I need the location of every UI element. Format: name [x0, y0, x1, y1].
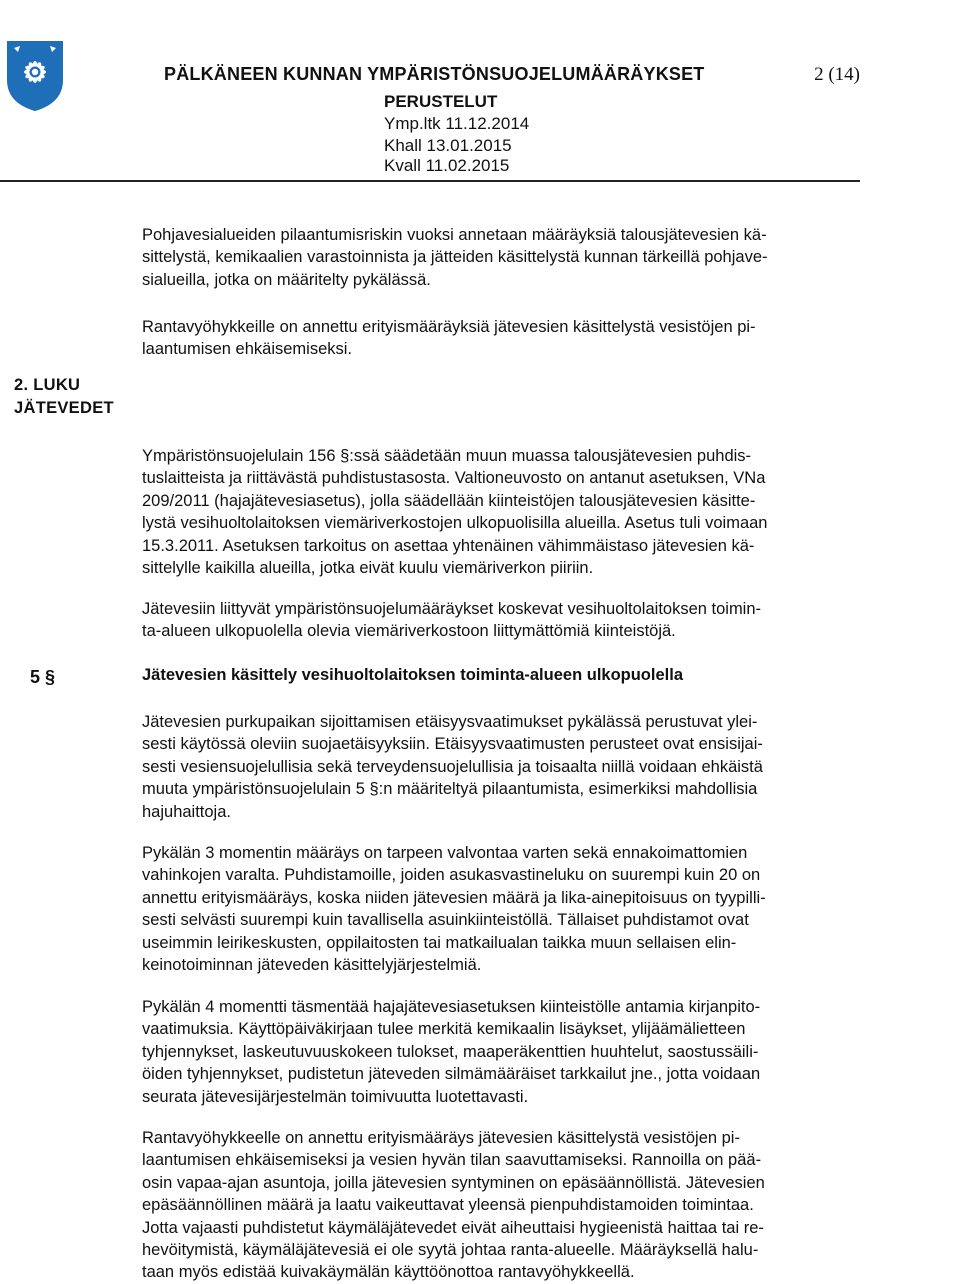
text-line: sittelystä, kemikaalien varastoinnista ja jätteiden käsittelystä kunnan tärkeillä pohjave-: [142, 248, 768, 267]
text-line: hevöitymistä, käymäläjätevesiä ei ole syytä johtaa ranta-alueelle. Määräyksellä halu-: [142, 1241, 759, 1260]
approval-date-1: Ymp.ltk 11.12.2014: [384, 114, 530, 133]
text-line: sesti käytössä oleviin suojaetäisyyksiin. Etäisyysvaatimusten perusteet ovat ensisijai-: [142, 735, 763, 754]
text-line: sittelylle kaikilla alueilla, jotka eivät kuulu viemäriverkon piiriin.: [142, 559, 594, 578]
text-line: taan myös edistää kuivakäymälän käyttöönottoa rantavyöhykkeellä.: [142, 1263, 635, 1282]
text-line: vahinkojen varalta. Puhdistamoille, joiden asukasvastineluku on suurempi kuin 20 on: [142, 866, 761, 885]
text-line: Jätevesiin liittyvät ympäristönsuojelumääräykset koskevat vesihuoltolaitoksen toimin-: [142, 600, 762, 618]
text-line: Pykälän 4 momentti täsmentää hajajätevesiasetuksen kiinteistölle antamia kirjanpito-: [142, 998, 761, 1016]
text-line: 209/2011 (hajajätevesiasetus), jolla säädellään kiinteistöjen talousjätevesien käsitte-: [142, 491, 756, 510]
paragraph-environmental-law: [142, 445, 872, 579]
paragraph-shore-zone-rule: [142, 1127, 872, 1284]
text-line: seurata jätevesijärjestelmän toimivuutta luotettavasti.: [142, 1087, 529, 1106]
text-line: Ympäristönsuojelulain 156 §:ssä säädetään muun muassa talousjätevesien puhdis-: [142, 447, 752, 465]
text-line: Jotta vajaasti puhdistetut käymäläjätevedet eivät aiheuttaisi hygieenistä haittaa tai re-: [142, 1218, 764, 1237]
text-line: sesti selvästi suurempi kuin tavallisella asuinkiinteistöllä. Tällaiset puhdistamot ovat: [142, 911, 749, 930]
text-line: Rantavyöhykkeille on annettu erityismääräyksiä jätevesien käsittelystä vesistöjen pi-: [142, 318, 756, 336]
approval-date-2: Khall 13.01.2015: [384, 136, 512, 155]
document-subtitle: PERUSTELUT: [384, 92, 498, 111]
text-line: ta-alueen ulkopuolella olevia viemäriverkostoon liittymättömiä kiinteistöjä.: [142, 622, 676, 641]
text-line: laantumisen ehkäisemiseksi ja vesien hyvän tilan saavuttamiseksi. Rannoilla on pää-: [142, 1151, 762, 1170]
paragraph-scope: [142, 598, 872, 643]
text-line: öiden tyhjennykset, pudistetun jäteveden silmämääräiset tarkkailut jne., jotta voidaan: [142, 1065, 761, 1084]
chapter-title: JÄTEVEDET: [14, 399, 114, 417]
text-line: osin vapaa-ajan asuntoja, joilla jätevesien syntyminen on epäsäännöllistä. Jätevesien: [142, 1173, 765, 1192]
chapter-number: 2. LUKU: [14, 376, 81, 394]
approval-date-3: Kvall 11.02.2015: [384, 156, 510, 175]
text-line: Pykälän 3 momentin määräys on tarpeen valvontaa varten sekä ennakoimattomien: [142, 844, 748, 862]
text-line: Rantavyöhykkeelle on annettu erityismääräys jätevesien käsittelystä vesistöjen pi-: [142, 1129, 740, 1147]
municipality-crest-logo: [6, 40, 64, 112]
text-line: tuslaitteista ja riittävästä puhdistustasosta. Valtioneuvosto on antanut asetuksen, VNa: [142, 469, 766, 488]
text-line: sesti vesiensuojelullisia sekä terveydensuojelullisia ja toisaalta niillä voidaan ehkäistä: [142, 757, 763, 776]
header-divider: [0, 180, 860, 182]
text-line: 15.3.2011. Asetuksen tarkoitus on asettaa yhtenäinen vähimmäistaso jätevesien kä-: [142, 536, 755, 555]
text-line: epäsäännöllinen määrä ja laatu vaikeuttavat yleensä pienpuhdistamoiden toimintaa.: [142, 1196, 754, 1215]
text-line: sialueilla, jotka on määritelty pykälässä.: [142, 270, 431, 289]
text-line: tyhjennykset, laskeutuvuuskokeen tulokset, maaperäkenttien huuhtelut, saostussäili-: [142, 1042, 759, 1061]
paragraph-distance-requirements: [142, 711, 872, 823]
text-line: lystä vesihuoltolaitoksen viemäriverkostojen ulkopuolisilla alueilla. Asetus tuli voimaan: [142, 514, 768, 533]
text-line: annettu erityismääräys, koska niiden jätevesien määrä ja lika-ainepitoisuus on tyypilli-: [142, 888, 766, 907]
paragraph-groundwater: [142, 224, 872, 291]
paragraph-shore-zones: [142, 316, 872, 361]
text-line: Jätevesien purkupaikan sijoittamisen etäisyysvaatimukset pykälässä perustuvat ylei-: [142, 713, 758, 731]
page-number: 2 (14): [814, 64, 860, 85]
section-number: 5 §: [30, 667, 56, 687]
text-line: Pohjavesialueiden pilaantumisriskin vuoksi annetaan määräyksiä talousjätevesien kä-: [142, 226, 767, 244]
paragraph-moment-3: [142, 842, 872, 976]
text-line: useimmin leirikeskusten, oppilaitosten tai matkailualan taikka muun sellaisen elin-: [142, 933, 737, 952]
text-line: muuta ympäristönsuojelulain 5 §:n määriteltyä pilaantumista, esimerkiksi mahdollisia: [142, 780, 758, 799]
text-line: vaatimuksia. Käyttöpäiväkirjaan tulee merkitä kemikaalin lisäykset, ylijäämälietteen: [142, 1020, 746, 1039]
paragraph-moment-4: [142, 996, 872, 1108]
document-title: PÄLKÄNEEN KUNNAN YMPÄRISTÖNSUOJELUMÄÄRÄYKSET: [164, 64, 705, 84]
text-line: keinotoiminnan jäteveden käsittelyjärjestelmiä.: [142, 956, 482, 975]
section-heading: Jätevesien käsittely vesihuoltolaitoksen toiminta-alueen ulkopuolella: [142, 666, 683, 684]
text-line: laantumisen ehkäisemiseksi.: [142, 340, 353, 359]
text-line: hajuhaittoja.: [142, 802, 231, 821]
